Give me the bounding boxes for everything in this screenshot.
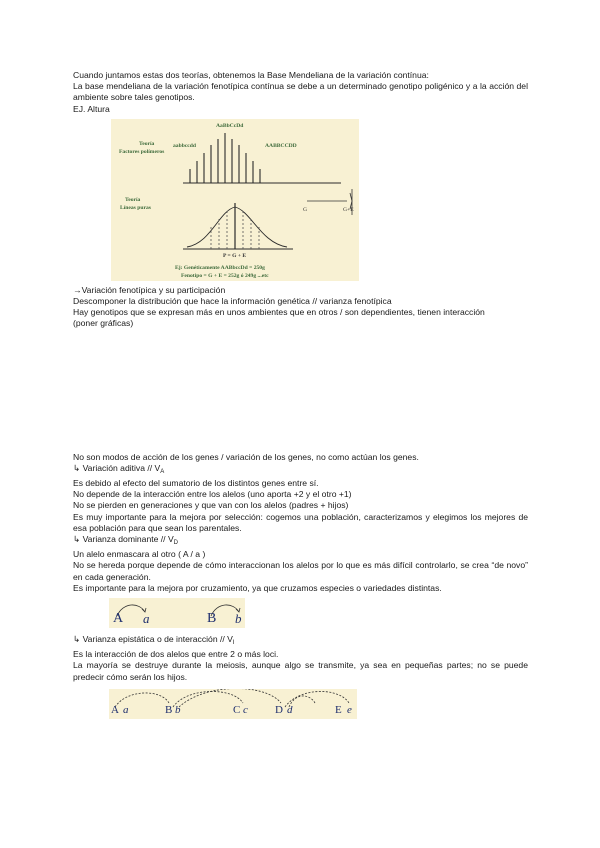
allele-E: E <box>335 703 342 716</box>
paragraph-no-se-hereda: No se hereda porque depende de cómo interaccionan los alelos por lo que es más difícil controlarlo, se crea “de novo” en cada generación. <box>73 560 528 582</box>
paragraph-modos-accion: No son modos de acción de los genes / variación de los genes, no como actúan los genes. <box>73 451 419 462</box>
subscript-a: A <box>160 468 165 475</box>
paragraph-descomponer: Descomponer la distribución que hace la información genética // varianza fenotípica <box>73 296 392 307</box>
allele-c: c <box>243 703 248 716</box>
paragraph-variacion-fenotipica: →Variación fenotípica y su participación <box>73 284 226 295</box>
allele-C: C <box>233 703 241 716</box>
paragraph-mejora-cruzamiento: Es importante para la mejora por cruzamiento, ya que cruzamos especies o variedades distintas. <box>73 582 442 593</box>
normal-curve <box>187 207 287 247</box>
allele-b: b <box>235 611 242 627</box>
label-recessive: aabbccdd <box>173 142 197 149</box>
label-theory1-title: Teoría <box>139 140 155 147</box>
document-page <box>73 70 528 719</box>
paragraph-no-depende: No depende de la interacción entre los alelos (uno aporta +2 y el otro +1) <box>73 489 352 500</box>
paragraph-interaccion-loci: Es la interacción de dos alelos que entre 2 o más loci. <box>73 649 279 660</box>
label-theory2-subtitle: Líneas puras <box>120 204 151 211</box>
paragraph-genotipos-ambientes: Hay genotipos que se expresan más en unos ambientes que en otros / son dependientes, tienen interacción <box>73 307 485 318</box>
label-heterozygote: AaBbCcDd <box>216 122 244 129</box>
label-theory2-title: Teoría <box>125 196 141 203</box>
allele-A: A <box>113 611 124 627</box>
allele-b: b <box>175 703 181 716</box>
paragraph-intro: Cuando juntamos estas dos teorías, obtenemos la Base Mendeliana de la variación contínua: <box>73 70 429 80</box>
figure-dominance-drawing <box>109 598 245 628</box>
allele-B: B <box>165 703 173 716</box>
allele-B: B <box>207 611 217 627</box>
heading-aditiva-text: ↳ Variación aditiva // V <box>73 462 161 473</box>
heading-varianza-dominante <box>73 534 528 549</box>
arc-3 <box>179 689 281 707</box>
paragraph-example: EJ. Altura <box>73 103 110 114</box>
paragraph-mejora-seleccion: Es muy importante para la mejora por selección: cogemos una población, caracterizamos y elegimos los mejores de esa población para que sean los parentales. <box>73 511 528 533</box>
subscript-d: D <box>173 540 179 547</box>
label-example-phenotype: Fenotipo = G + E = 252g ó 249g ...etc <box>181 272 269 279</box>
paragraph-poner-graficas: (poner gráficas) <box>73 318 134 329</box>
blank-space <box>73 330 528 452</box>
label-example-genotype: Ej: Genéticamente AABbccDd = 250g <box>175 264 265 271</box>
label-side-ge: G+E <box>343 206 354 213</box>
paragraph-no-se-pierden: No se pierden en generaciones y que van con los alelos (padres + hijos) <box>73 500 349 511</box>
figure-dominance-arrows <box>109 598 245 628</box>
allele-D: D <box>275 703 283 716</box>
label-theory1-subtitle: Factores polímeros <box>119 148 165 155</box>
figure-polygenic-theories <box>111 119 359 281</box>
allele-e: e <box>347 703 352 716</box>
heading-varianza-epistatica <box>73 634 528 649</box>
subscript-i: I <box>232 640 235 647</box>
paragraph-enmascara: Un alelo enmascara al otro ( A / a ) <box>73 549 206 560</box>
heading-dominante-text: ↳ Varianza dominante // V <box>73 534 174 545</box>
label-formula: P = G + E <box>223 252 247 259</box>
label-side-g: G <box>303 206 308 213</box>
allele-a: a <box>123 703 129 716</box>
paragraph-meiosis: La mayoría se destruye durante la meiosis, aunque algo se transmite, ya sea en pequeñas partes; no se puede predecir cómo serán los hijos. <box>73 660 528 682</box>
allele-d: d <box>287 703 293 716</box>
allele-A: A <box>111 703 119 716</box>
heading-variacion-aditiva <box>73 463 528 478</box>
label-dominant: AABBCCDD <box>265 142 297 149</box>
paragraph-base-mendeliana: La base mendeliana de la variación fenotípica contínua se debe a un determinado genotipo poligénico y a la acción del ambiente sobre tales genotipos. <box>73 81 528 103</box>
paragraph-sumatorio: Es debido al efecto del sumatorio de los distintos genes entre sí. <box>73 478 319 489</box>
figure-epistasis-arrows <box>109 689 357 719</box>
allele-a: a <box>143 611 150 627</box>
heading-epistatica-text: ↳ Varianza epistática o de interacción // V <box>73 634 233 645</box>
